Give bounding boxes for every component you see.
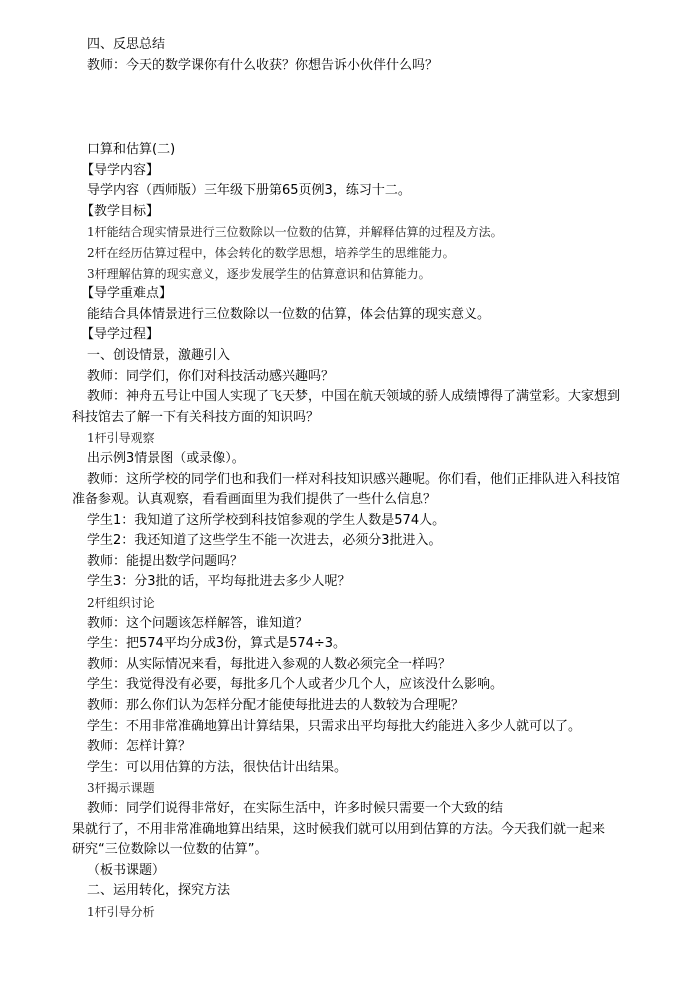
goal-item: 3杆理解估算的现实意义，逐步发展学生的估算意识和估算能力。 [87,266,431,281]
paragraph-line: （板书课题） [87,862,166,878]
step-heading: 1杆引导观察 [87,431,155,446]
paragraph-line: 教师：从实际情况来看，每批进入参观的人数必须完全一样吗？ [87,656,452,672]
paragraph-line: 果就行了，不用非常准确地算出结果，这时候我们就可以用到估算的方法。今天我们就一起来 [72,821,606,837]
key-heading: 【导学重难点】 [81,286,173,302]
step-heading: 1杆引导分析 [87,904,155,919]
paragraph-line: 教师：这所学校的同学们也和我们一样对科技知识感兴趣呢。你们看，他们正排队进入科技馆 [87,471,621,487]
paragraph-line: 学生：把574平均分成3份，算式是574÷3。 [87,636,347,652]
paragraph-line: 出示例3情景图（或录像）。 [87,450,245,466]
process-heading: 【导学过程】 [81,327,160,343]
lesson-plan [0,140,696,923]
step-heading: 2杆组织讨论 [87,596,155,611]
paragraph-line: 学生：不用非常准确地算出计算结果，只需求出平均每批大约能进入多少人就可以了。 [87,718,582,734]
paragraph-line: 学生3：分3批的话，平均每批进去多少人呢？ [87,574,351,590]
lesson-title: 口算和估算(二) [87,142,176,157]
paragraph-line: 教师：这个问题该怎样解答，谁知道？ [87,615,309,631]
paragraph-line: 教师：神舟五号让中国人实现了飞天梦，中国在航天领域的骄人成绩博得了满堂彩。大家想到 [87,389,621,405]
previous-section [0,35,696,76]
goals-heading: 【教学目标】 [81,203,160,219]
process-lines [0,346,696,923]
paragraph-line: 教师：同学们说得非常好，在实际生活中，许多时候只需要一个大致的结 [87,801,504,816]
content-heading: 【导学内容】 [81,162,160,178]
step-heading: 3杆揭示课题 [87,781,155,796]
key-text: 能结合具体情景进行三位数除以一位数的估算，体会估算的现实意义。 [87,306,491,322]
content-text: 导学内容（西师版）三年级下册第65页例3，练习十二。 [87,183,411,199]
paragraph-line: 研究“三位数除以一位数的估算”。 [72,842,268,858]
paragraph-line: 学生1：我知道了这所学校到科技馆参观的学生人数是574人。 [87,512,446,528]
goal-item: 1杆能结合现实情景进行三位数除以一位数的估算，并解释估算的过程及方法。 [87,225,503,240]
goal-item: 2杆在经历估算过程中，体会转化的数学思想，培养学生的思维能力。 [87,245,455,260]
paragraph-line: 科技馆去了解一下有关科技方面的知识吗？ [72,409,320,425]
paragraph-line: 一、创设情景，激趣引入 [87,347,231,363]
paragraph-line: 教师：怎样计算？ [87,739,192,755]
paragraph-line: 二、运用转化，探究方法 [87,883,231,899]
paragraph-line: 学生2：我还知道了这些学生不能一次进去，必须分3批进入。 [87,533,442,549]
section-heading: 四、反思总结 [87,37,166,52]
paragraph-line: 学生：我觉得没有必要，每批多几个人或者少几个人，应该没什么影响。 [87,677,504,693]
paragraph-line: 教师：同学们，你们对科技活动感兴趣吗？ [87,368,335,384]
paragraph: 教师：今天的数学课你有什么收获？你想告诉小伙伴什么吗？ [87,57,439,73]
paragraph-line: 学生：可以用估算的方法，很快估计出结果。 [87,759,348,775]
paragraph-line: 准备参观。认真观察，看看画面里为我们提供了一些什么信息？ [72,492,437,508]
paragraph-line: 教师：那么你们认为怎样分配才能使每批进去的人数较为合理呢？ [87,698,465,714]
paragraph-line: 教师：能提出数学问题吗？ [87,553,244,569]
